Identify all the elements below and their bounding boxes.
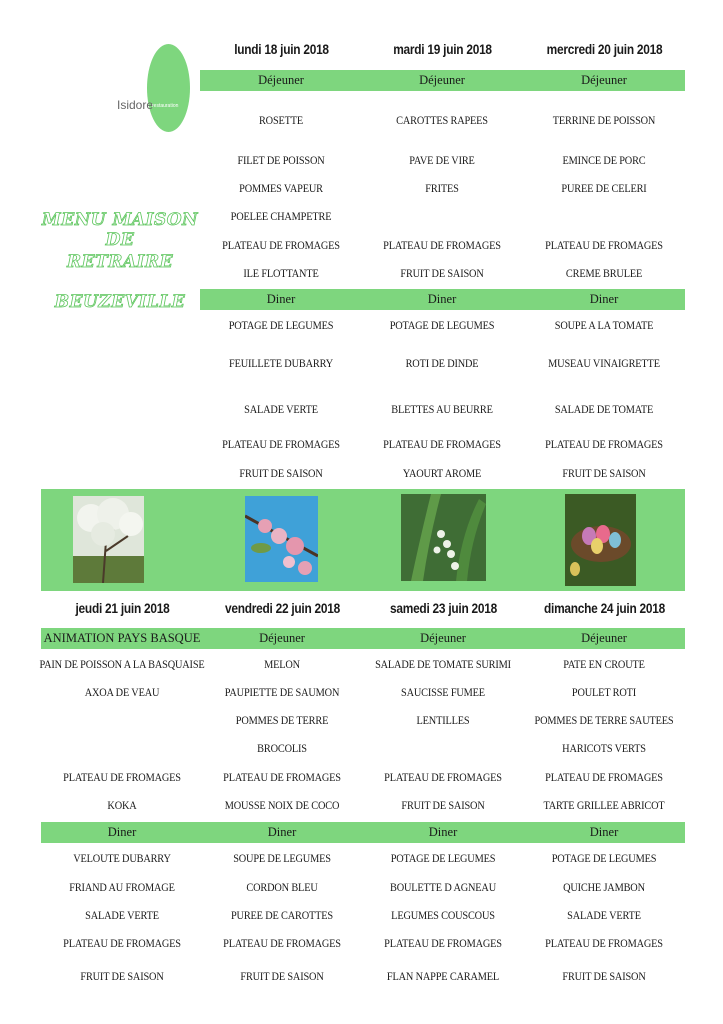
dinner-dish: BOULETTE D AGNEAU: [389, 880, 496, 894]
menu-title-line-2: RETRAIRE: [66, 252, 174, 272]
lunch-dish: FRITES: [425, 181, 459, 195]
dinner-dish: SALADE DE TOMATE: [554, 402, 654, 416]
dinner-dish: YAOURT AROME: [402, 466, 482, 480]
dinner-dish: PLATEAU DE FROMAGES: [383, 437, 501, 451]
dinner-label: Diner: [428, 825, 458, 839]
day-header: dimanche 24 juin 2018: [543, 600, 665, 616]
dinner-dish: PLATEAU DE FROMAGES: [63, 936, 181, 950]
dinner-dish: FRUIT DE SAISON: [562, 466, 646, 480]
dinner-dish: LEGUMES COUSCOUS: [391, 908, 495, 922]
day-header: mercredi 20 juin 2018: [546, 41, 662, 57]
dinner-dish: PLATEAU DE FROMAGES: [545, 437, 663, 451]
dinner-label: Diner: [589, 825, 619, 839]
lunch-dish: FILET DE POISSON: [237, 153, 325, 167]
lunch-dish: PAVE DE VIRE: [409, 153, 475, 167]
lunch-dish: PLATEAU DE FROMAGES: [63, 770, 181, 784]
dinner-dish: PLATEAU DE FROMAGES: [223, 936, 341, 950]
dinner-dish: CORDON BLEU: [246, 880, 318, 894]
dinner-dish: FEUILLETE DUBARRY: [228, 356, 334, 370]
lunch-dish: SAUCISSE FUMEE: [401, 685, 485, 699]
lunch-label: Déjeuner: [419, 73, 465, 87]
lunch-dish: POULET ROTI: [571, 685, 637, 699]
dinner-dish: FRUIT DE SAISON: [240, 969, 324, 983]
lunch-dish: AXOA DE VEAU: [84, 685, 160, 699]
dinner-dish: POTAGE DE LEGUMES: [228, 318, 334, 332]
lunch-dish: MOUSSE NOIX DE COCO: [224, 798, 340, 812]
dinner-dish: POTAGE DE LEGUMES: [390, 851, 496, 865]
dinner-dish: FRUIT DE SAISON: [239, 466, 323, 480]
logo-name: Isidore: [117, 98, 154, 112]
day-header: jeudi 21 juin 2018: [75, 600, 169, 616]
lunch-dish: CREME BRULEE: [565, 266, 643, 280]
lunch-dish: PUREE DE CELERI: [561, 181, 647, 195]
day-header: samedi 23 juin 2018: [389, 600, 497, 616]
lunch-dish: TERRINE DE POISSON: [552, 113, 656, 127]
lunch-dish: FRUIT DE SAISON: [400, 266, 484, 280]
dinner-dish: POTAGE DE LEGUMES: [551, 851, 657, 865]
lunch-dish: PLATEAU DE FROMAGES: [222, 238, 340, 252]
lunch-dish: LENTILLES: [416, 713, 470, 727]
lunch-dish: HARICOTS VERTS: [562, 741, 646, 755]
dinner-dish: QUICHE JAMBON: [563, 880, 645, 894]
dinner-dish: VELOUTE DUBARRY: [73, 851, 171, 865]
lunch-label: Déjeuner: [259, 631, 305, 645]
cherry-blossom-photo: [245, 496, 318, 582]
dinner-dish: SOUPE DE LEGUMES: [233, 851, 331, 865]
day-header: vendredi 22 juin 2018: [224, 600, 340, 616]
dinner-dish: SALADE VERTE: [244, 402, 318, 416]
day-header: lundi 18 juin 2018: [233, 41, 329, 57]
dinner-dish: SOUPE A LA TOMATE: [554, 318, 654, 332]
lunch-dish: CAROTTES RAPEES: [396, 113, 488, 127]
lunch-dish: PLATEAU DE FROMAGES: [545, 770, 663, 784]
logo-subtitle: restauration: [152, 103, 179, 109]
dinner-label: Diner: [266, 292, 296, 306]
dinner-dish: POTAGE DE LEGUMES: [389, 318, 495, 332]
dinner-dish: BLETTES AU BEURRE: [391, 402, 493, 416]
dinner-dish: FLAN NAPPE CARAMEL: [386, 969, 500, 983]
lunch-dish: EMINCE DE PORC: [562, 153, 646, 167]
dinner-dish: ROTI DE DINDE: [405, 356, 479, 370]
blossom-tree-photo: [73, 496, 144, 583]
lunch-label: Déjeuner: [581, 73, 627, 87]
lunch-dish: PLATEAU DE FROMAGES: [545, 238, 663, 252]
dinner-label: Diner: [107, 825, 137, 839]
dinner-dish: PLATEAU DE FROMAGES: [222, 437, 340, 451]
lunch-dish: POELEE CHAMPETRE: [230, 209, 332, 223]
lunch-dish: ROSETTE: [258, 113, 304, 127]
logo-circle: [147, 44, 190, 132]
lunch-dish: ILE FLOTTANTE: [243, 266, 319, 280]
lunch-dish: PAUPIETTE DE SAUMON: [224, 685, 340, 699]
lunch-dish: POMMES DE TERRE: [235, 713, 329, 727]
lunch-dish: POMMES DE TERRE SAUTEES: [534, 713, 674, 727]
dinner-label: Diner: [427, 292, 457, 306]
lunch-dish: SALADE DE TOMATE SURIMI: [375, 657, 511, 671]
dinner-dish: SALADE VERTE: [567, 908, 641, 922]
lunch-dish: PAIN DE POISSON A LA BASQUAISE: [39, 657, 205, 671]
dinner-dish: PUREE DE CAROTTES: [230, 908, 333, 922]
lunch-dish: MELON: [264, 657, 300, 671]
lunch-label: Déjeuner: [258, 73, 304, 87]
easter-eggs-photo: [565, 494, 636, 586]
dinner-dish: SALADE VERTE: [85, 908, 159, 922]
lunch-dish: KOKA: [107, 798, 137, 812]
lunch-label: Déjeuner: [420, 631, 466, 645]
dinner-dish: PLATEAU DE FROMAGES: [384, 936, 502, 950]
lunch-dish: BROCOLIS: [257, 741, 307, 755]
lunch-label: ANIMATION PAYS BASQUE: [43, 631, 201, 645]
lunch-dish: PATE EN CROUTE: [563, 657, 645, 671]
lunch-label: Déjeuner: [581, 631, 627, 645]
menu-title-line-1: MENU MAISON DE: [41, 210, 199, 250]
day-header: mardi 19 juin 2018: [392, 41, 492, 57]
dinner-label: Diner: [267, 825, 297, 839]
lunch-dish: PLATEAU DE FROMAGES: [383, 238, 501, 252]
lunch-dish: PLATEAU DE FROMAGES: [384, 770, 502, 784]
lunch-dish: FRUIT DE SAISON: [401, 798, 485, 812]
dinner-label: Diner: [589, 292, 619, 306]
lunch-dish: POMMES VAPEUR: [239, 181, 323, 195]
lily-of-the-valley-photo: [401, 494, 486, 581]
lunch-dish: TARTE GRILLEE ABRICOT: [543, 798, 665, 812]
dinner-dish: FRUIT DE SAISON: [80, 969, 164, 983]
dinner-dish: MUSEAU VINAIGRETTE: [548, 356, 660, 370]
lunch-dish: PLATEAU DE FROMAGES: [223, 770, 341, 784]
dinner-dish: FRIAND AU FROMAGE: [69, 880, 175, 894]
dinner-dish: PLATEAU DE FROMAGES: [545, 936, 663, 950]
dinner-dish: FRUIT DE SAISON: [562, 969, 646, 983]
menu-title-line-3: BEUZEVILLE: [54, 292, 186, 312]
